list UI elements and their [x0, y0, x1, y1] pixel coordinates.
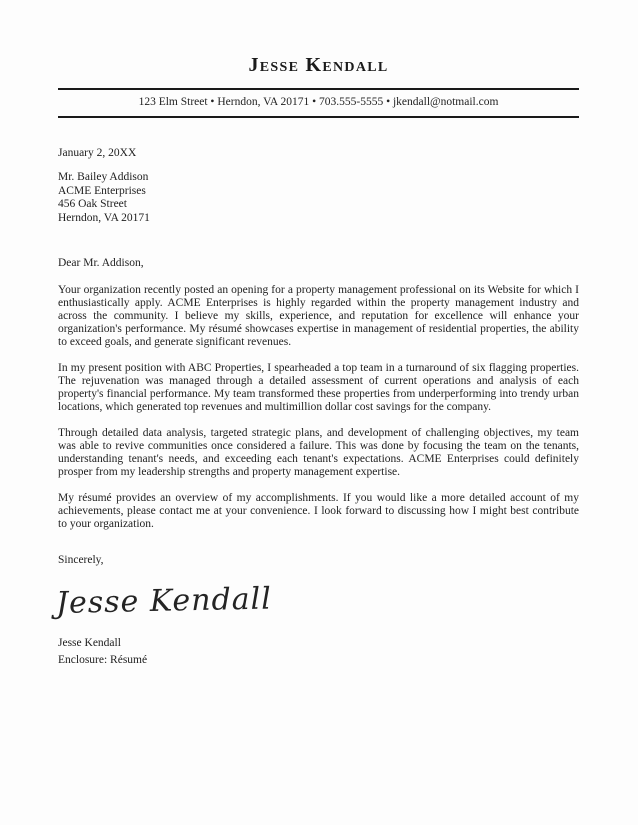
letterhead-name: Jesse Kendall [248, 54, 389, 76]
body-paragraph-2: In my present position with ABC Properties, I spearheaded a top team in a turnaround of six flagging properties. The rejuvenation was managed through a detailed assessment of current operations and analysis of each property's financial performance. My team transformed these properties from underperforming into trendy urban locations, which generated top revenues and multimillion dollar cost savings for the company. [58, 362, 579, 413]
salutation: Dear Mr. Addison, [58, 257, 144, 269]
date-line: January 2, 20XX [58, 147, 137, 159]
typed-name: Jesse Kendall [58, 637, 121, 649]
recipient-name: Mr. Bailey Addison [58, 171, 149, 183]
recipient-company: ACME Enterprises [58, 184, 146, 197]
handwritten-signature: Jesse Kendall [55, 581, 273, 621]
body-paragraph-4: My résumé provides an overview of my accomplishments. If you would like a more detailed account of my achievements, please contact me at your convenience. I look forward to discussing how I might best contribute to your organization. [58, 492, 579, 530]
recipient-block [58, 171, 579, 225]
enclosure-note: Enclosure: Résumé [58, 654, 148, 666]
recipient-street: 456 Oak Street [58, 198, 127, 210]
recipient-city-state-zip: Herndon, VA 20171 [58, 211, 150, 224]
letterhead [58, 50, 579, 118]
body-paragraph-1: Your organization recently posted an opening for a property management professional on its Website for which I enthusiastically apply. ACME Enterprises is highly regarded within the property management industry and across the community. I believe my skills, experience, and reputation for excellence will enhance your organization's performance. My résumé showcases expertise in management of residential properties, the ability to exceed goals, and generate significant revenues. [58, 284, 579, 348]
closing: Sincerely, [58, 554, 104, 566]
letterhead-contact-line: 123 Elm Street • Herndon, VA 20171 • 703.555-5555 • jkendall@notmail.com [138, 96, 499, 108]
body-paragraph-3: Through detailed data analysis, targeted strategic plans, and development of challenging objectives, my team was able to revive communities once considered a failure. This was done by focusing the team on the tenants, understanding tenant's needs, and exceeding each tenant's expectations. ACME Enterprises could definitely prosper from my leadership strengths and property management expertise. [58, 427, 579, 478]
letterhead-divider-bottom [58, 116, 579, 118]
